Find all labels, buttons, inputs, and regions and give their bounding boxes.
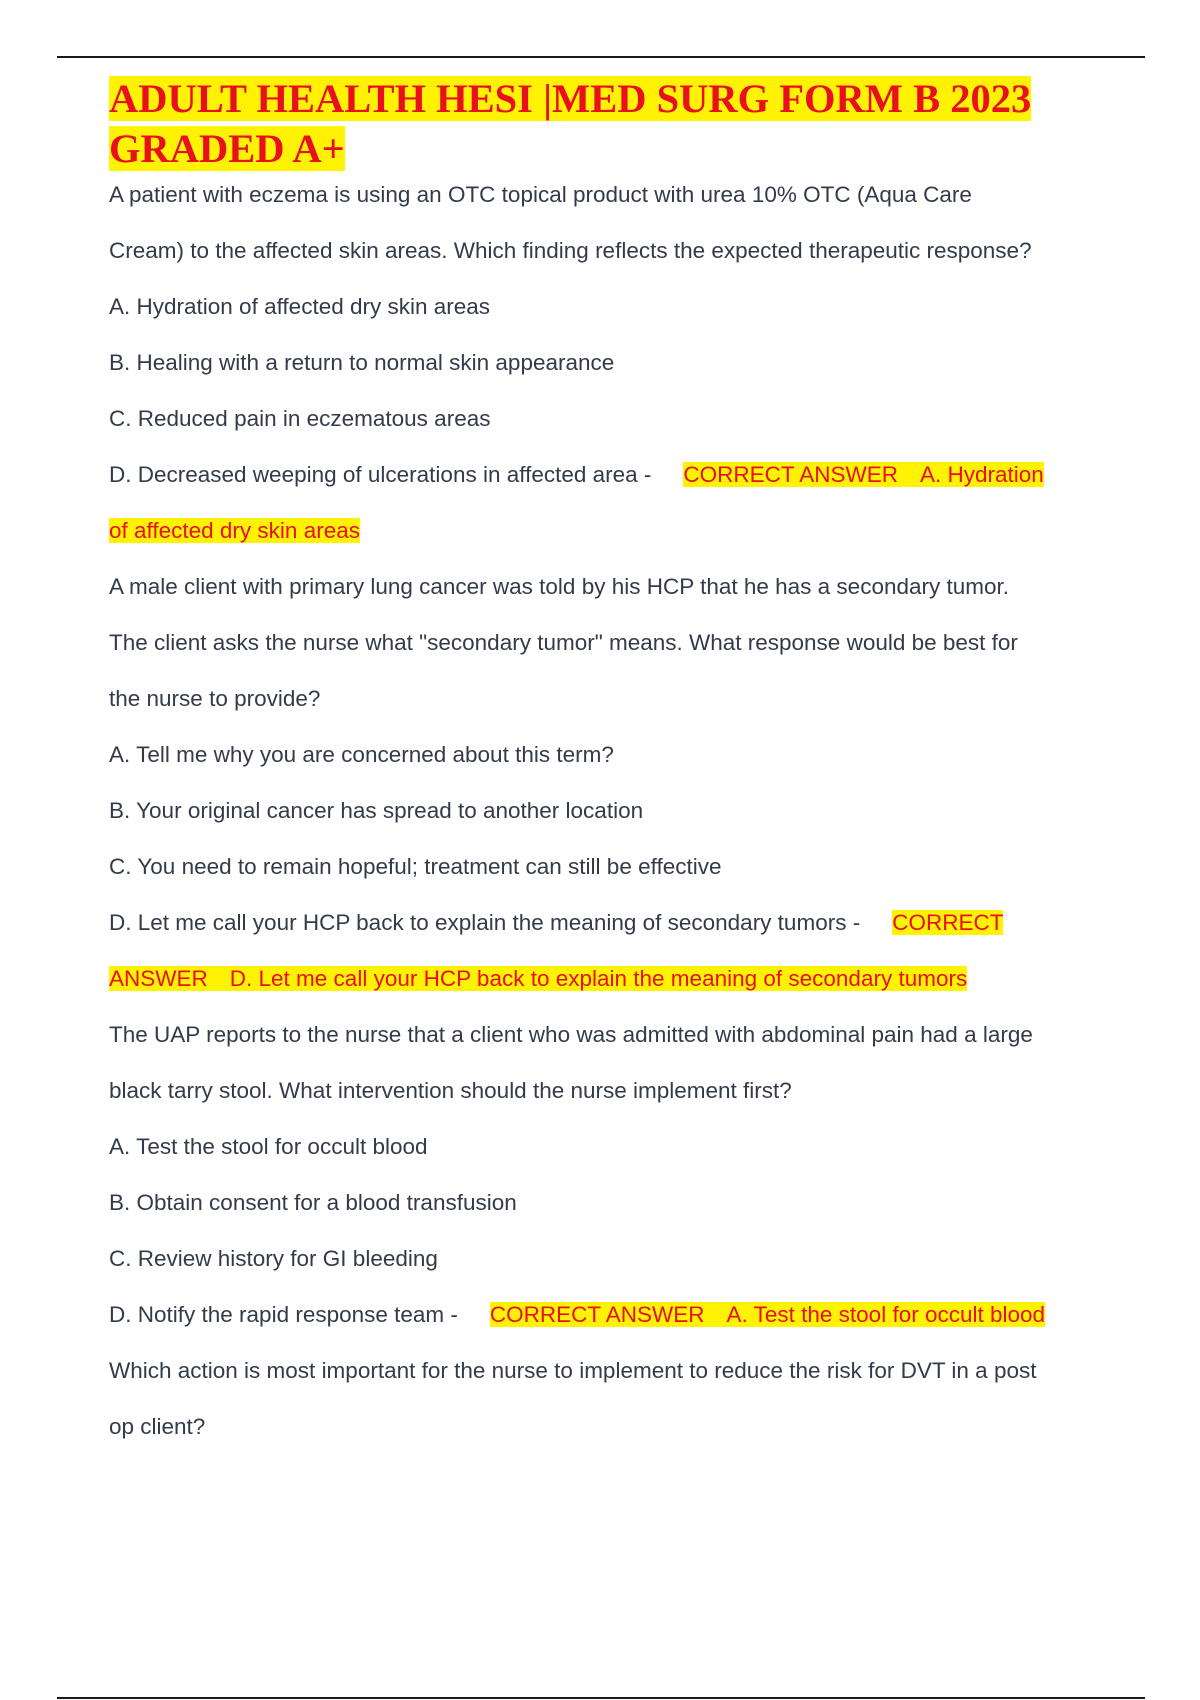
q2-correct-answer: [109, 966, 967, 991]
q1-option-a: A. Hydration of affected dry skin areas: [109, 294, 491, 319]
q3-correct-answer: [490, 1302, 1045, 1327]
document-title: [109, 74, 1119, 174]
q3-option-c: C. Review history for GI bleeding: [109, 1246, 438, 1271]
q2-answer-continued-line: [109, 951, 1119, 1007]
q1-answer-continued: of affected dry skin areas: [109, 518, 360, 543]
q2-stem-line-3: the nurse to provide?: [109, 686, 321, 711]
q3-option-d-line: [109, 1287, 1119, 1343]
q3-stem-line-1: The UAP reports to the nurse that a client who was admitted with abdominal pain had a large: [109, 1022, 1033, 1047]
q3-answer-text: A. Test the stool for occult blood: [726, 1302, 1046, 1327]
bottom-rule: [57, 1697, 1145, 1699]
q1-answer-text: A. Hydration: [920, 462, 1044, 487]
q2-option-d-line: [109, 895, 1119, 951]
q2-option-b: B. Your original cancer has spread to another location: [109, 798, 644, 823]
q2-answer-label-rest: ANSWER: [109, 966, 208, 991]
q1-option-d: D. Decreased weeping of ulcerations in affected area -: [109, 462, 652, 487]
q2-answer-label-part: CORRECT: [892, 910, 1004, 935]
q2-option-d: D. Let me call your HCP back to explain the meaning of secondary tumors -: [109, 910, 861, 935]
q3-option-b: B. Obtain consent for a blood transfusion: [109, 1190, 517, 1215]
q3-answer-label: CORRECT ANSWER: [489, 1302, 705, 1327]
q2-answer-text: D. Let me call your HCP back to explain the meaning of secondary tumors: [229, 966, 968, 991]
q1-stem-line-1: A patient with eczema is using an OTC topical product with urea 10% OTC (Aqua Care: [109, 182, 972, 207]
q1-answer-label: CORRECT ANSWER: [683, 462, 899, 487]
q1-option-b: B. Healing with a return to normal skin appearance: [109, 350, 615, 375]
q3-option-d: D. Notify the rapid response team -: [109, 1302, 458, 1327]
q2-option-a: A. Tell me why you are concerned about this term?: [109, 742, 614, 767]
q2-stem-line-2: The client asks the nurse what "secondary tumor" means. What response would be best for: [109, 630, 1018, 655]
q2-stem-line-1: A male client with primary lung cancer was told by his HCP that he has a secondary tumor.: [109, 574, 1010, 599]
q3-stem-line-2: black tarry stool. What intervention should the nurse implement first?: [109, 1078, 792, 1103]
title-line-1: ADULT HEALTH HESI |MED SURG FORM B 2023: [109, 76, 1032, 121]
top-rule: [57, 56, 1145, 58]
q4-stem-line-2: op client?: [109, 1414, 206, 1439]
q1-stem-line-2: Cream) to the affected skin areas. Which finding reflects the expected therapeutic response?: [109, 238, 1032, 263]
title-line-2: GRADED A+: [109, 126, 345, 171]
q3-option-a: A. Test the stool for occult blood: [109, 1134, 428, 1159]
q2-option-c: C. You need to remain hopeful; treatment can still be effective: [109, 854, 722, 879]
q1-option-c: C. Reduced pain in eczematous areas: [109, 406, 491, 431]
q1-correct-answer: [683, 462, 1043, 487]
q1-option-d-line: [109, 447, 1119, 503]
q1-answer-continued-line: [109, 503, 1119, 559]
document-page: [109, 74, 1119, 1455]
q4-stem-line-1: Which action is most important for the nurse to implement to reduce the risk for DVT in a post: [109, 1358, 1037, 1383]
